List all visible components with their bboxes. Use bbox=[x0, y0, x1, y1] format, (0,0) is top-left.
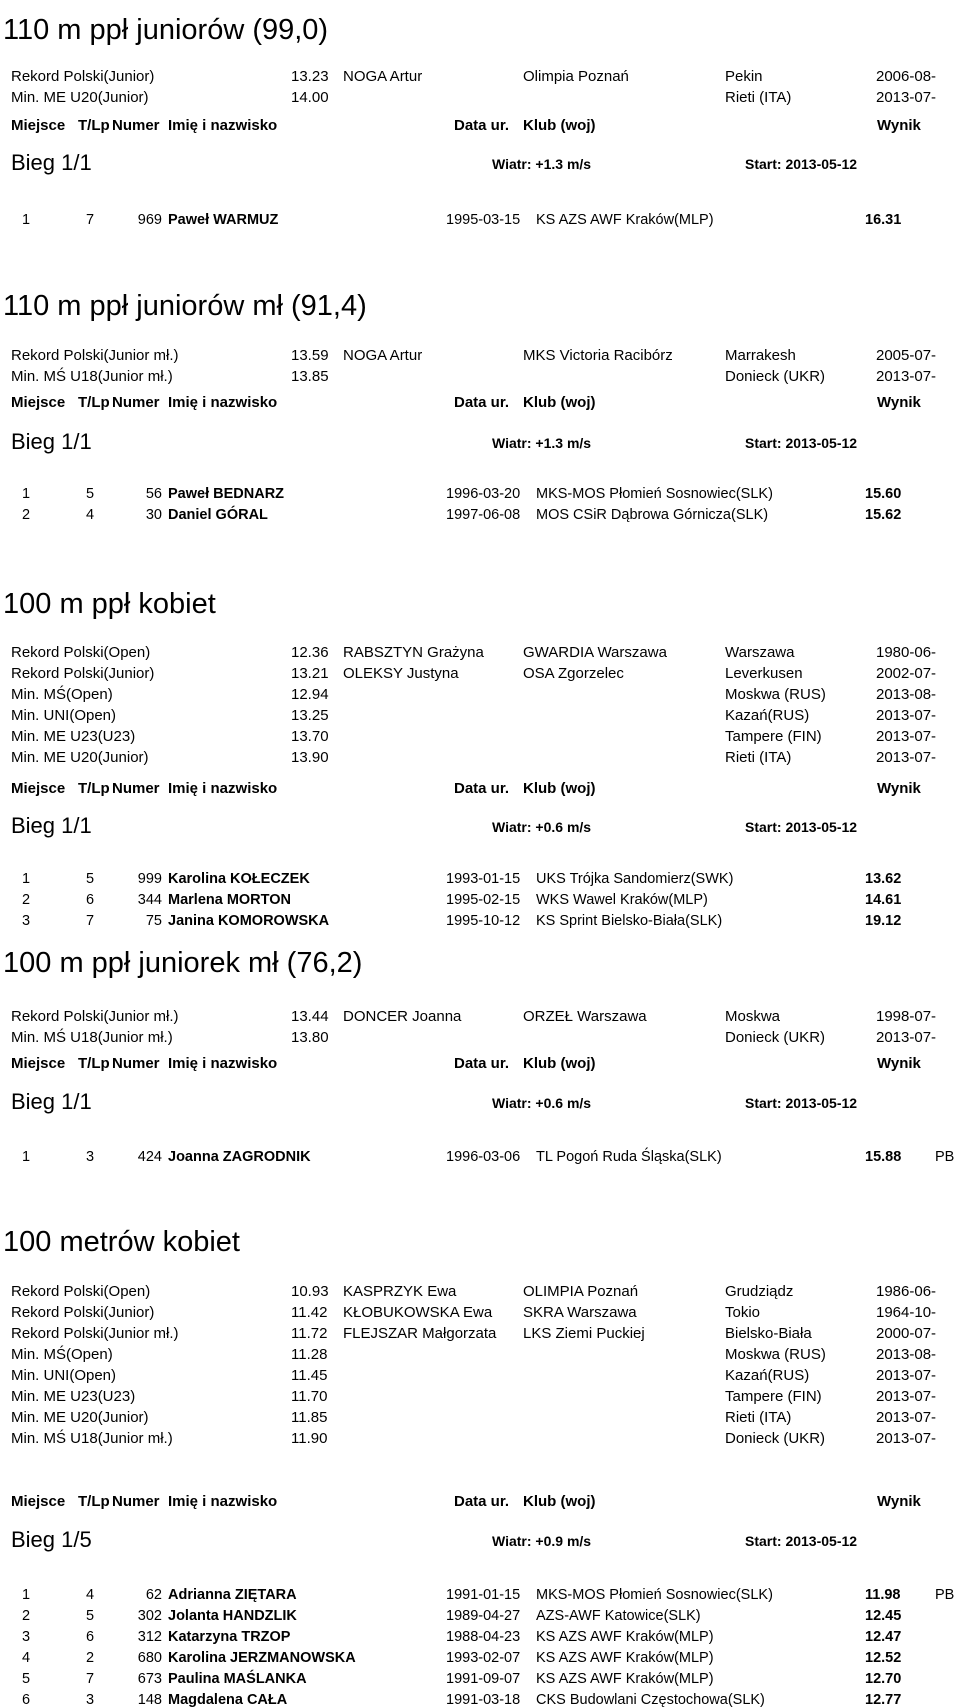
result-place: 5 bbox=[22, 1671, 31, 1687]
record-result: 13.21 bbox=[291, 665, 329, 682]
result-number: 673 bbox=[137, 1671, 162, 1687]
record-result: 11.42 bbox=[291, 1304, 328, 1321]
athlete-club: WKS Wawel Kraków(MLP) bbox=[536, 892, 708, 908]
result-time: 12.52 bbox=[865, 1650, 902, 1666]
record-result: 12.94 bbox=[291, 686, 329, 703]
record-result: 11.90 bbox=[291, 1430, 328, 1447]
athlete-club: MKS-MOS Płomień Sosnowiec(SLK) bbox=[536, 1587, 773, 1603]
record-place: Rieti (ITA) bbox=[725, 749, 792, 766]
result-place: 1 bbox=[22, 1587, 31, 1603]
wind-info: Wiatr: +0.6 m/s bbox=[492, 1095, 592, 1111]
athlete-club: KS AZS AWF Kraków(MLP) bbox=[536, 1650, 714, 1666]
result-place: 1 bbox=[22, 871, 31, 887]
record-date: 2013-07- bbox=[876, 1388, 937, 1405]
column-header-dob: Data ur. bbox=[454, 117, 510, 134]
record-type: Min. UNI(Open) bbox=[11, 1367, 117, 1384]
result-number: 344 bbox=[137, 892, 162, 908]
record-date: 2013-07- bbox=[876, 89, 937, 106]
column-header-lane: T/Lp bbox=[78, 394, 110, 411]
record-date: 2013-07- bbox=[876, 749, 937, 766]
record-date: 2013-07- bbox=[876, 368, 937, 385]
athlete-name: Daniel GÓRAL bbox=[168, 507, 268, 523]
result-number: 312 bbox=[137, 1629, 162, 1645]
column-header-dob: Data ur. bbox=[454, 1055, 510, 1072]
result-number: 302 bbox=[137, 1608, 162, 1624]
result-note: PB bbox=[935, 1149, 955, 1165]
record-result: 11.85 bbox=[291, 1409, 328, 1426]
wind-info: Wiatr: +1.3 m/s bbox=[492, 156, 592, 172]
column-header-result: Wynik bbox=[877, 1055, 921, 1072]
event-title: 100 m ppł kobiet bbox=[3, 588, 216, 620]
heat-label: Bieg 1/1 bbox=[11, 429, 92, 454]
column-header-lane: T/Lp bbox=[78, 117, 110, 134]
record-club: LKS Ziemi Puckiej bbox=[523, 1325, 645, 1342]
record-type: Rekord Polski(Junior mł.) bbox=[11, 1008, 179, 1025]
result-place: 3 bbox=[22, 1629, 31, 1645]
athlete-dob: 1991-03-18 bbox=[446, 1692, 521, 1708]
athlete-name: Katarzyna TRZOP bbox=[168, 1629, 291, 1645]
record-date: 2000-07- bbox=[876, 1325, 937, 1342]
record-result: 12.36 bbox=[291, 644, 329, 661]
athlete-club: UKS Trójka Sandomierz(SWK) bbox=[536, 871, 734, 887]
athlete-name: Adrianna ZIĘTARA bbox=[168, 1587, 297, 1603]
result-place: 4 bbox=[22, 1650, 31, 1666]
athlete-name: Karolina KOŁECZEK bbox=[168, 871, 310, 887]
column-header-name: Imię i nazwisko bbox=[168, 394, 278, 411]
record-holder: RABSZTYN Grażyna bbox=[343, 644, 484, 661]
result-lane: 3 bbox=[86, 1149, 95, 1165]
column-header-club: Klub (woj) bbox=[523, 1055, 596, 1072]
record-type: Min. UNI(Open) bbox=[11, 707, 117, 724]
record-place: Donieck (UKR) bbox=[725, 1430, 826, 1447]
column-header-result: Wynik bbox=[877, 117, 921, 134]
result-place: 2 bbox=[22, 507, 31, 523]
record-date: 2013-07- bbox=[876, 728, 937, 745]
result-number: 999 bbox=[137, 871, 162, 887]
result-note: PB bbox=[935, 1587, 955, 1603]
record-holder: OLEKSY Justyna bbox=[343, 665, 459, 682]
column-header-club: Klub (woj) bbox=[523, 780, 596, 797]
record-club: Olimpia Poznań bbox=[523, 68, 629, 85]
athlete-dob: 1993-02-07 bbox=[446, 1650, 521, 1666]
athlete-dob: 1996-03-06 bbox=[446, 1149, 521, 1165]
column-header-club: Klub (woj) bbox=[523, 117, 596, 134]
column-header-dob: Data ur. bbox=[454, 1493, 510, 1510]
record-holder: FLEJSZAR Małgorzata bbox=[343, 1325, 497, 1342]
column-header-club: Klub (woj) bbox=[523, 394, 596, 411]
result-lane: 4 bbox=[86, 507, 95, 523]
record-date: 2013-07- bbox=[876, 1029, 937, 1046]
record-type: Rekord Polski(Junior) bbox=[11, 665, 155, 682]
record-place: Rieti (ITA) bbox=[725, 89, 792, 106]
column-header-place: Miejsce bbox=[11, 1055, 66, 1072]
event-title: 100 metrów kobiet bbox=[3, 1226, 240, 1258]
athlete-name: Janina KOMOROWSKA bbox=[168, 913, 330, 929]
athlete-dob: 1991-09-07 bbox=[446, 1671, 521, 1687]
athlete-dob: 1989-04-27 bbox=[446, 1608, 521, 1624]
athlete-name: Paulina MAŚLANKA bbox=[168, 1671, 307, 1687]
result-place: 6 bbox=[22, 1692, 31, 1708]
result-number: 30 bbox=[145, 507, 162, 523]
column-header-place: Miejsce bbox=[11, 1493, 66, 1510]
record-date: 1980-06- bbox=[876, 644, 937, 661]
result-lane: 3 bbox=[86, 1692, 95, 1708]
record-result: 11.45 bbox=[291, 1367, 328, 1384]
result-time: 13.62 bbox=[865, 871, 902, 887]
athlete-name: Karolina JERZMANOWSKA bbox=[168, 1650, 356, 1666]
athlete-name: Paweł BEDNARZ bbox=[168, 486, 285, 502]
record-club: SKRA Warszawa bbox=[523, 1304, 637, 1321]
record-holder: NOGA Artur bbox=[343, 347, 423, 364]
result-place: 3 bbox=[22, 913, 31, 929]
column-header-number: Numer bbox=[112, 1493, 160, 1510]
result-time: 11.98 bbox=[865, 1587, 901, 1603]
column-header-number: Numer bbox=[112, 1055, 160, 1072]
column-header-result: Wynik bbox=[877, 394, 921, 411]
record-holder: DONCER Joanna bbox=[343, 1008, 462, 1025]
result-number: 148 bbox=[137, 1692, 162, 1708]
record-date: 2013-07- bbox=[876, 1430, 937, 1447]
record-type: Min. MŚ U18(Junior mł.) bbox=[11, 1430, 173, 1447]
record-type: Rekord Polski(Junior) bbox=[11, 68, 155, 85]
record-place: Grudziądz bbox=[725, 1283, 794, 1300]
column-header-number: Numer bbox=[112, 117, 160, 134]
start-date: Start: 2013-05-12 bbox=[745, 1533, 858, 1549]
result-number: 424 bbox=[137, 1149, 162, 1165]
record-date: 1986-06- bbox=[876, 1283, 937, 1300]
record-type: Rekord Polski(Junior mł.) bbox=[11, 347, 179, 364]
column-header-place: Miejsce bbox=[11, 117, 66, 134]
result-number: 680 bbox=[137, 1650, 162, 1666]
record-date: 2002-07- bbox=[876, 665, 937, 682]
record-type: Min. MŚ U18(Junior mł.) bbox=[11, 1029, 173, 1046]
column-header-name: Imię i nazwisko bbox=[168, 1055, 278, 1072]
record-date: 2013-08- bbox=[876, 686, 937, 703]
result-time: 14.61 bbox=[865, 892, 902, 908]
record-type: Rekord Polski(Junior mł.) bbox=[11, 1325, 179, 1342]
record-date: 2013-08- bbox=[876, 1346, 937, 1363]
column-header-result: Wynik bbox=[877, 780, 921, 797]
athlete-dob: 1991-01-15 bbox=[446, 1587, 521, 1603]
result-lane: 5 bbox=[86, 871, 95, 887]
record-result: 13.23 bbox=[291, 68, 329, 85]
record-place: Leverkusen bbox=[725, 665, 803, 682]
record-result: 13.59 bbox=[291, 347, 329, 364]
column-header-number: Numer bbox=[112, 780, 160, 797]
record-type: Min. ME U20(Junior) bbox=[11, 749, 149, 766]
athlete-club: MKS-MOS Płomień Sosnowiec(SLK) bbox=[536, 486, 773, 502]
result-time: 15.62 bbox=[865, 507, 902, 523]
record-result: 13.25 bbox=[291, 707, 329, 724]
result-time: 15.88 bbox=[865, 1149, 902, 1165]
record-result: 11.70 bbox=[291, 1388, 328, 1405]
result-time: 12.45 bbox=[865, 1608, 902, 1624]
column-header-place: Miejsce bbox=[11, 780, 66, 797]
column-header-lane: T/Lp bbox=[78, 780, 110, 797]
record-type: Rekord Polski(Open) bbox=[11, 644, 151, 661]
column-header-dob: Data ur. bbox=[454, 394, 510, 411]
athlete-name: Jolanta HANDZLIK bbox=[168, 1608, 297, 1624]
record-place: Bielsko-Biała bbox=[725, 1325, 812, 1342]
athlete-club: TL Pogoń Ruda Śląska(SLK) bbox=[536, 1149, 722, 1165]
record-place: Moskwa (RUS) bbox=[725, 1346, 826, 1363]
event-title: 110 m ppł juniorów (99,0) bbox=[3, 14, 329, 46]
record-holder: NOGA Artur bbox=[343, 68, 423, 85]
record-place: Tokio bbox=[725, 1304, 761, 1321]
record-place: Marrakesh bbox=[725, 347, 796, 364]
record-club: GWARDIA Warszawa bbox=[523, 644, 667, 661]
result-number: 75 bbox=[145, 913, 162, 929]
result-time: 19.12 bbox=[865, 913, 902, 929]
result-place: 2 bbox=[22, 892, 31, 908]
record-place: Rieti (ITA) bbox=[725, 1409, 792, 1426]
record-result: 10.93 bbox=[291, 1283, 329, 1300]
record-place: Moskwa (RUS) bbox=[725, 686, 826, 703]
heat-label: Bieg 1/5 bbox=[11, 1527, 92, 1552]
result-place: 2 bbox=[22, 1608, 31, 1624]
record-type: Rekord Polski(Junior) bbox=[11, 1304, 155, 1321]
result-time: 12.77 bbox=[865, 1692, 902, 1708]
heat-label: Bieg 1/1 bbox=[11, 813, 92, 838]
result-place: 1 bbox=[22, 486, 31, 502]
athlete-dob: 1988-04-23 bbox=[446, 1629, 521, 1645]
event-title: 100 m ppł juniorek mł (76,2) bbox=[3, 947, 363, 979]
record-result: 11.28 bbox=[291, 1346, 328, 1363]
start-date: Start: 2013-05-12 bbox=[745, 435, 858, 451]
heat-label: Bieg 1/1 bbox=[11, 150, 92, 175]
record-date: 2013-07- bbox=[876, 707, 937, 724]
wind-info: Wiatr: +0.6 m/s bbox=[492, 819, 592, 835]
record-type: Min. MŚ(Open) bbox=[11, 686, 113, 703]
record-type: Min. MŚ U18(Junior mł.) bbox=[11, 368, 173, 385]
athlete-club: MOS CSiR Dąbrowa Górnicza(SLK) bbox=[536, 507, 769, 523]
athlete-club: KS AZS AWF Kraków(MLP) bbox=[536, 1671, 714, 1687]
record-place: Tampere (FIN) bbox=[725, 728, 822, 745]
event-title: 110 m ppł juniorów mł (91,4) bbox=[3, 290, 367, 322]
record-club: MKS Victoria Racibórz bbox=[523, 347, 673, 364]
record-date: 1964-10- bbox=[876, 1304, 937, 1321]
record-holder: KASPRZYK Ewa bbox=[343, 1283, 457, 1300]
record-date: 1998-07- bbox=[876, 1008, 937, 1025]
athlete-name: Joanna ZAGRODNIK bbox=[168, 1149, 311, 1165]
wind-info: Wiatr: +1.3 m/s bbox=[492, 435, 592, 451]
result-number: 969 bbox=[137, 212, 162, 228]
record-place: Kazań(RUS) bbox=[725, 1367, 810, 1384]
result-lane: 4 bbox=[86, 1587, 95, 1603]
athlete-dob: 1997-06-08 bbox=[446, 507, 521, 523]
result-time: 16.31 bbox=[865, 212, 902, 228]
result-lane: 6 bbox=[86, 1629, 95, 1645]
record-type: Rekord Polski(Open) bbox=[11, 1283, 151, 1300]
result-lane: 6 bbox=[86, 892, 95, 908]
athlete-dob: 1995-03-15 bbox=[446, 212, 521, 228]
athlete-dob: 1995-10-12 bbox=[446, 913, 521, 929]
record-result: 13.44 bbox=[291, 1008, 329, 1025]
result-lane: 2 bbox=[86, 1650, 95, 1666]
athlete-club: KS AZS AWF Kraków(MLP) bbox=[536, 212, 714, 228]
athlete-dob: 1993-01-15 bbox=[446, 871, 521, 887]
record-result: 13.90 bbox=[291, 749, 329, 766]
result-place: 1 bbox=[22, 1149, 31, 1165]
record-date: 2006-08- bbox=[876, 68, 937, 85]
column-header-lane: T/Lp bbox=[78, 1493, 110, 1510]
record-result: 13.80 bbox=[291, 1029, 329, 1046]
record-date: 2013-07- bbox=[876, 1409, 937, 1426]
record-result: 11.72 bbox=[291, 1325, 328, 1342]
result-number: 62 bbox=[145, 1587, 162, 1603]
record-result: 13.85 bbox=[291, 368, 329, 385]
athlete-club: CKS Budowlani Częstochowa(SLK) bbox=[536, 1692, 765, 1708]
result-lane: 5 bbox=[86, 1608, 95, 1624]
record-date: 2013-07- bbox=[876, 1367, 937, 1384]
column-header-lane: T/Lp bbox=[78, 1055, 110, 1072]
result-place: 1 bbox=[22, 212, 31, 228]
athlete-club: AZS-AWF Katowice(SLK) bbox=[536, 1608, 701, 1624]
athlete-name: Magdalena CAŁA bbox=[168, 1692, 288, 1708]
record-club: OSA Zgorzelec bbox=[523, 665, 624, 682]
record-club: ORZEŁ Warszawa bbox=[523, 1008, 647, 1025]
athlete-name: Marlena MORTON bbox=[168, 892, 292, 908]
start-date: Start: 2013-05-12 bbox=[745, 819, 858, 835]
record-type: Min. ME U23(U23) bbox=[11, 1388, 136, 1405]
record-place: Donieck (UKR) bbox=[725, 368, 826, 385]
record-place: Warszawa bbox=[725, 644, 795, 661]
start-date: Start: 2013-05-12 bbox=[745, 1095, 858, 1111]
column-header-place: Miejsce bbox=[11, 394, 66, 411]
result-time: 12.47 bbox=[865, 1629, 902, 1645]
wind-info: Wiatr: +0.9 m/s bbox=[492, 1533, 592, 1549]
column-header-name: Imię i nazwisko bbox=[168, 1493, 278, 1510]
record-place: Kazań(RUS) bbox=[725, 707, 810, 724]
column-header-result: Wynik bbox=[877, 1493, 921, 1510]
column-header-dob: Data ur. bbox=[454, 780, 510, 797]
column-header-number: Numer bbox=[112, 394, 160, 411]
result-lane: 7 bbox=[86, 1671, 95, 1687]
record-type: Min. MŚ(Open) bbox=[11, 1346, 113, 1363]
athlete-name: Paweł WARMUZ bbox=[168, 212, 279, 228]
record-club: OLIMPIA Poznań bbox=[523, 1283, 639, 1300]
record-place: Tampere (FIN) bbox=[725, 1388, 822, 1405]
column-header-club: Klub (woj) bbox=[523, 1493, 596, 1510]
record-type: Min. ME U20(Junior) bbox=[11, 1409, 149, 1426]
record-type: Min. ME U20(Junior) bbox=[11, 89, 149, 106]
result-lane: 7 bbox=[86, 212, 95, 228]
column-header-name: Imię i nazwisko bbox=[168, 117, 278, 134]
result-lane: 7 bbox=[86, 913, 95, 929]
record-place: Pekin bbox=[725, 68, 763, 85]
record-date: 2005-07- bbox=[876, 347, 937, 364]
column-header-name: Imię i nazwisko bbox=[168, 780, 278, 797]
result-time: 12.70 bbox=[865, 1671, 902, 1687]
athlete-club: KS AZS AWF Kraków(MLP) bbox=[536, 1629, 714, 1645]
result-number: 56 bbox=[145, 486, 162, 502]
record-place: Moskwa bbox=[725, 1008, 781, 1025]
record-result: 13.70 bbox=[291, 728, 329, 745]
start-date: Start: 2013-05-12 bbox=[745, 156, 858, 172]
athlete-dob: 1996-03-20 bbox=[446, 486, 521, 502]
heat-label: Bieg 1/1 bbox=[11, 1089, 92, 1114]
record-type: Min. ME U23(U23) bbox=[11, 728, 136, 745]
record-holder: KŁOBUKOWSKA Ewa bbox=[343, 1304, 493, 1321]
result-time: 15.60 bbox=[865, 486, 902, 502]
result-lane: 5 bbox=[86, 486, 95, 502]
athlete-dob: 1995-02-15 bbox=[446, 892, 521, 908]
athlete-club: KS Sprint Bielsko-Biała(SLK) bbox=[536, 913, 723, 929]
record-place: Donieck (UKR) bbox=[725, 1029, 826, 1046]
record-result: 14.00 bbox=[291, 89, 329, 106]
